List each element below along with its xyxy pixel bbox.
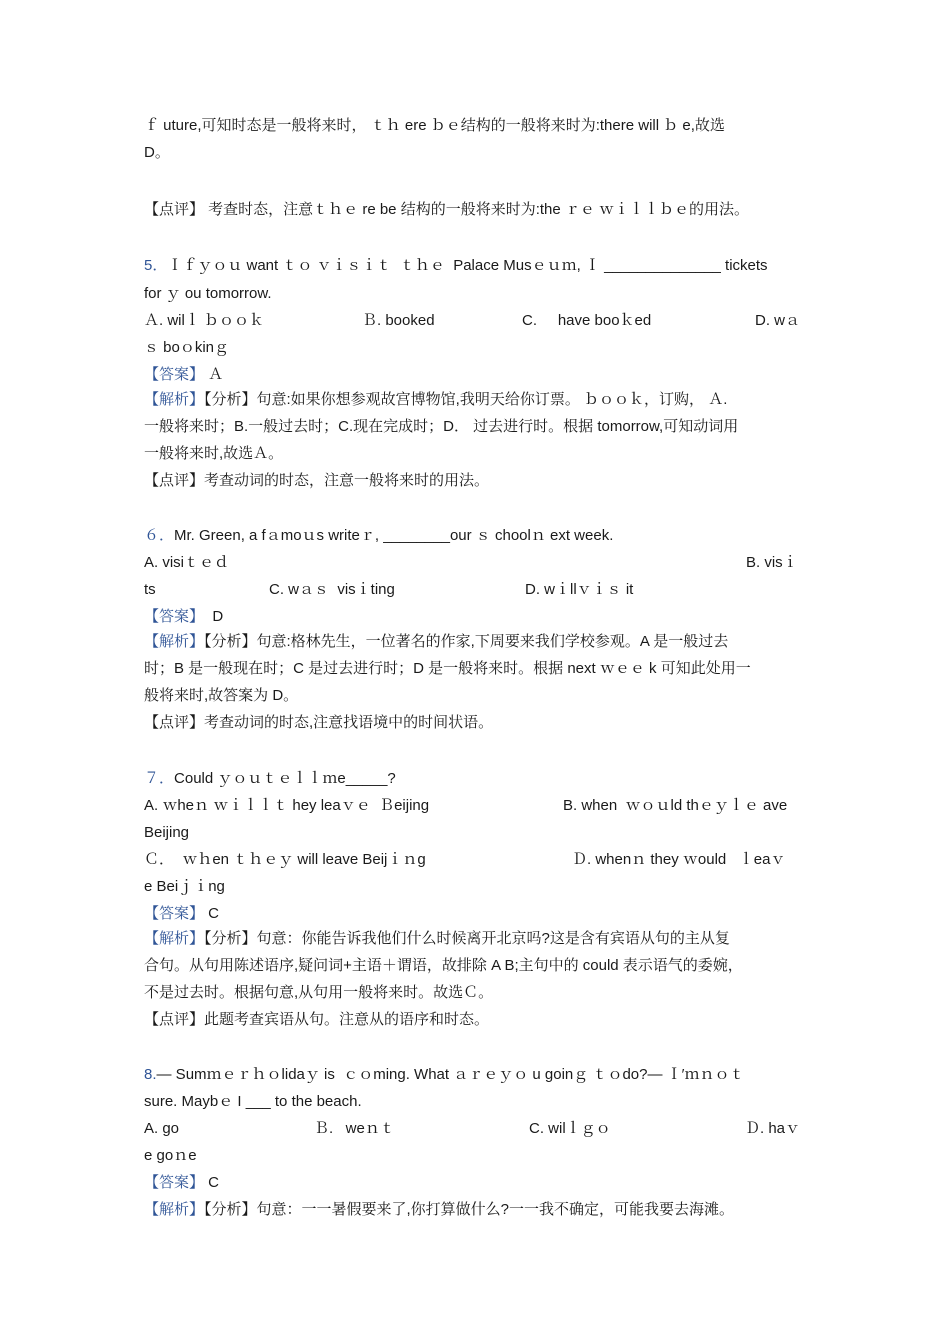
analysis-text: 【分析】句意：一一暑假要来了,你打算做什么?一一我不确定，可能我要去海滩。 — [204, 1201, 735, 1218]
option-c: C. wilｌｇｏ — [529, 1120, 611, 1137]
analysis-tag: 【解析】 — [144, 391, 205, 408]
answer-tag: 【答案】 — [144, 1174, 205, 1191]
question-8-stem — [144, 1065, 744, 1085]
option-b: Ｂ. weｎｔ — [314, 1120, 395, 1137]
intro-comment: 【点评】 考查时态，注意ｔｈｅ re be 结构的一般将来时为:the ｒｅ ｗｉｌｌｂｅ的用法。 — [144, 201, 750, 218]
analysis-tag: 【解析】 — [144, 1201, 205, 1218]
answer-value: Ａ — [204, 366, 224, 383]
question-8-options — [144, 1119, 824, 1139]
question-5-answer — [144, 365, 223, 385]
answer-tag: 【答案】 — [144, 366, 205, 383]
option-d: D. wａ — [755, 312, 801, 329]
question-5-options — [144, 311, 824, 331]
question-number: 8. — [144, 1066, 157, 1083]
question-7-answer — [144, 904, 219, 924]
question-6-analysis-1 — [144, 632, 728, 652]
question-7-analysis-3: 不是过去时。根据句意,从句用一般将来时。故选Ｃ。 — [144, 984, 494, 1001]
option-d: D. wｉllｖｉｓ it — [525, 581, 634, 598]
answer-value: C — [204, 1174, 220, 1191]
question-text: Ｉｆｙｏｕ want ｔｏ ｖｉｓｉｔ ｔｈｅ Palace Musｅｕｍ, Ｉ ______________ tickets — [167, 257, 768, 274]
question-8-analysis-1 — [144, 1200, 734, 1220]
question-8-stem-2: sure. Maybｅ I ___ to the beach. — [144, 1093, 362, 1110]
question-number: 5． — [144, 257, 168, 274]
question-number: ６． — [144, 527, 175, 544]
question-6-options — [144, 553, 824, 573]
intro-line-1: ｆ uture,可知时态是一般将来时， ｔｈ ere ｂｅ结构的一般将来时为:there will ｂ e,故选 — [144, 117, 725, 134]
question-8-options-2: e goｎe — [144, 1147, 197, 1164]
option-b-cont: ts — [144, 581, 156, 598]
question-7-analysis-2: 合句。从句用陈述语序,疑问词+主语＋谓语，故排除 A B;主句中的 could 表示语气的委婉， — [144, 957, 743, 974]
question-7-options-2 — [144, 850, 824, 870]
question-5-comment: 【点评】考查动词的时态，注意一般将来时的用法。 — [144, 472, 490, 489]
option-c: C. have booｋed — [522, 312, 652, 329]
question-5-analysis-3: 一般将来时,故选Ａ。 — [144, 445, 284, 462]
option-b: Ｂ. booked — [362, 312, 435, 329]
question-6-options-2 — [144, 580, 824, 600]
option-a: A. ｗheｎ ｗｉｌｌｔ hey leaｖｅ Ｂeijing — [144, 797, 430, 814]
question-5-analysis-1 — [144, 390, 727, 410]
answer-tag: 【答案】 — [144, 608, 205, 625]
question-7-options-d-cont: e Beiｊｉng — [144, 878, 225, 895]
question-5-stem — [144, 256, 768, 276]
question-5-options-2: ｓ boｏkinｇ — [144, 339, 230, 356]
option-a: A. go — [144, 1120, 180, 1137]
question-6-comment: 【点评】考查动词的时态,注意找语境中的时间状语。 — [144, 714, 494, 731]
option-c: Ｃ． ｗｈen ｔｈｅｙ will leave Beijｉｎg — [144, 851, 426, 868]
analysis-text: 【分析】句意：你能告诉我他们什么时候离开北京吗?这是含有宾语从句的主从复 — [204, 930, 730, 947]
answer-value: C — [204, 905, 220, 922]
question-7-analysis-1 — [144, 929, 730, 949]
option-b: B. visｉ — [746, 554, 798, 571]
option-d: Ｄ. whenｎ they ｗould ｌeaｖ — [572, 851, 786, 868]
question-7-options — [144, 796, 824, 816]
analysis-tag: 【解析】 — [144, 633, 205, 650]
analysis-text: 【分析】句意:如果你想参观故宫博物馆,我明天给你订票。 ｂｏｏｋ，订购， Ａ. — [204, 391, 728, 408]
answer-value: D — [204, 608, 224, 625]
question-text: Could ｙｏｕｔｅｌｌｍe_____? — [174, 770, 396, 787]
option-a: Ａ. wilｌ ｂｏｏｋ — [144, 312, 265, 329]
question-6-analysis-3: 般将来时,故答案为 D。 — [144, 687, 299, 704]
option-c: C. wａｓ visｉting — [269, 581, 395, 598]
question-number: ７． — [144, 770, 175, 787]
question-6-stem — [144, 526, 613, 546]
question-7-options-b-cont: Beijing — [144, 824, 190, 841]
question-6-analysis-2: 时；B 是一般现在时；C 是过去进行时；D 是一般将来时。根据 next ｗｅｅ k 可知此处用一 — [144, 660, 751, 677]
answer-tag: 【答案】 — [144, 905, 205, 922]
question-8-answer — [144, 1173, 219, 1193]
option-b: B. when ｗｏｕld thｅｙｌｅ ave — [563, 797, 788, 814]
question-6-answer — [144, 607, 223, 627]
option-d: Ｄ. haｖ — [745, 1120, 801, 1137]
question-5-stem-2: for ｙ ou tomorrow. — [144, 285, 272, 302]
option-a: A. visiｔｅｄ — [144, 554, 230, 571]
question-5-analysis-2: 一般将来时；B.一般过去时；C.现在完成时；D． 过去进行时。根据 tomorrow,可知动词用 — [144, 418, 739, 435]
analysis-tag: 【解析】 — [144, 930, 205, 947]
question-text: Mr. Green, a fａmoｕs writeｒ, ________our ｓ choolｎ ext week. — [174, 527, 614, 544]
question-text: — Sumｍｅｒｈｏlidaｙ is ｃｏming. What ａｒｅｙｏ u goinｇ ｔｏdo?— Ｉ′ｍｎｏｔ — [156, 1066, 745, 1083]
question-7-comment: 【点评】此题考查宾语从句。注意从的语序和时态。 — [144, 1011, 490, 1028]
analysis-text: 【分析】句意:格林先生，一位著名的作家,下周要来我们学校参观。A 是一般过去 — [204, 633, 729, 650]
question-7-stem — [144, 769, 396, 789]
intro-line-2: D。 — [144, 144, 170, 161]
